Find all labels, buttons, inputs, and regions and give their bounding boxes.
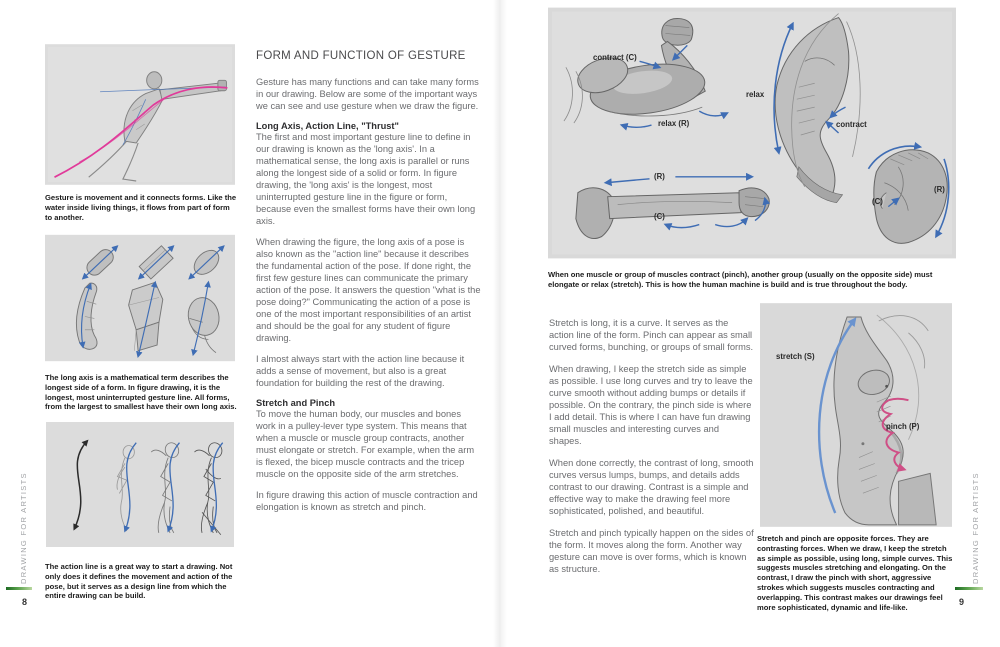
page-gutter xyxy=(493,0,507,647)
paragraph-long-axis-2: When drawing the figure, the long axis of a pose is also known as the "action line" because it describes the fundamental action of the pose. If done right, the first few gesture lines can communicate the primary action of the pose. It answers the question "what is the pose doing?" Communicating the action of a pose is one of the most important responsibilities of an artist and should be the goal for any student of figure drawing. xyxy=(256,237,481,343)
figure2-caption: The long axis is a mathematical term describes the longest side of a form. In figure drawing, it is the longest, most uninterrupted gesture line. All forms, from the largest to smallest have their own long axis. xyxy=(45,373,237,412)
right-accent-line xyxy=(955,587,983,590)
torso-figure-caption: Stretch and pinch are opposite forces. They are contrasting forces. When we draw, I keep the stretch as simple as possible, using long, simple curves. This suggests muscles stretching and elongating. On the contrast, I draw the pinch with short, aggressive strokes which suggests muscles contracting and overlapping. This contrast makes our drawings feel more sophisticated, dynamic and life-like. xyxy=(757,534,953,612)
figure1-caption: Gesture is movement and it connects forms. Like the water inside living things, it flows from part of form to another. xyxy=(45,193,237,222)
right-page-number: 9 xyxy=(959,597,965,607)
paragraph-stretch-pinch-1: To move the human body, our muscles and bones work in a pulley-lever type system. This means that when a muscle or muscle group contracts, another must elongate or stretch. For example, when the arm is flexed, the bicep muscle contracts and the tricep muscle on the opposite side of the arm stretches. xyxy=(256,409,475,479)
paragraph-stretch-pinch-2: In figure drawing this action of muscle contraction and elongation is known as stretch and pinch. xyxy=(256,490,478,512)
paragraph-stretch-1: Stretch is long, it is a curve. It serves as the action line of the form. Pinch can appear as small curved forms, bunching, or groups of small forms. xyxy=(549,318,754,352)
paragraph-stretch-3: When done correctly, the contrast of long, smooth curves versus lumps, bumps, and details adds contrast to our drawing. Contrast is a simple and effective way to make the drawing feel more sophisticated, polished, and beautiful. xyxy=(549,458,754,516)
article-title: FORM AND FUNCTION OF GESTURE xyxy=(256,50,466,62)
article-column xyxy=(256,50,482,522)
figure-action-line-steps xyxy=(45,422,235,547)
right-margin-book-title: DRAWING FOR ARTISTS xyxy=(971,472,980,584)
label-c-crouch: (C) xyxy=(872,197,883,206)
label-contract: contract xyxy=(836,120,867,129)
muscle-contract-relax-drawing xyxy=(548,6,956,260)
figure-muscle-contract-relax xyxy=(548,6,956,260)
left-margin-book-title: DRAWING FOR ARTISTS xyxy=(19,472,28,584)
label-r-crouch: (R) xyxy=(934,185,945,194)
figure-long-axis-forms xyxy=(45,233,235,363)
label-contract-c: contract (C) xyxy=(593,53,637,62)
paragraph-stretch-4: Stretch and pinch typically happen on the sides of the form. It moves along the form. Another way gesture can move is over forms, which is known as structure. xyxy=(549,528,754,574)
paragraph-stretch-2: When drawing, I keep the stretch side as simple as possible. I use long curves and try to leave the curve smooth without adding bumps or details if possible. On the contrary, the pinch side is where I add detail. This is where I can have fun drawing small muscles and interesting curves and shapes. xyxy=(549,364,753,446)
gesture-punch-drawing xyxy=(45,43,235,186)
stretch-pinch-torso-drawing xyxy=(760,303,952,527)
label-c-lower: (C) xyxy=(654,212,665,221)
heading-long-axis: Long Axis, Action Line, "Thrust" xyxy=(256,121,399,131)
paragraph-long-axis-1: The first and most important gesture line to define in our drawing is known as the 'long axis'. In a mathematical sense, the long axis is parallel or runs along the longest side of a solid or form. In figure drawing, the 'long axis' is the longest, most uninterrupted gesture line in the figure or form, because even the smallest forms have their own long axis. xyxy=(256,132,476,226)
left-accent-line xyxy=(6,587,32,590)
label-relax-r: relax (R) xyxy=(658,119,690,128)
left-page-number: 8 xyxy=(22,597,28,607)
article-intro: Gesture has many functions and can take many forms in our drawing. Below are some of the important ways we can see and use gesture when we draw the figure. xyxy=(256,77,479,111)
heading-stretch-pinch: Stretch and Pinch xyxy=(256,398,336,408)
figure-gesture-punch xyxy=(45,43,235,186)
paragraph-long-axis-3: I almost always start with the action line because it adds a sense of movement, but also is a great foundation for building the rest of the drawing. xyxy=(256,354,465,388)
top-figure-caption: When one muscle or group of muscles contract (pinch), another group (usually on the opposite side) must elongate or relax (stretch). This is how the human machine is build and is true throughout the body. xyxy=(548,270,933,289)
figure-stretch-pinch-torso xyxy=(760,303,952,527)
action-line-steps-drawing xyxy=(45,422,235,547)
label-relax: relax xyxy=(746,90,765,99)
right-text-column xyxy=(549,317,754,585)
long-axis-forms-drawing xyxy=(45,233,235,363)
label-r-upper: (R) xyxy=(654,172,665,181)
figure3-caption: The action line is a great way to start a drawing. Not only does it defines the movement and action of the pose, but it serves as a design line from which the entire drawing can be build. xyxy=(45,562,233,601)
label-pinch-p: pinch (P) xyxy=(886,422,920,431)
label-stretch-s: stretch (S) xyxy=(776,352,815,361)
